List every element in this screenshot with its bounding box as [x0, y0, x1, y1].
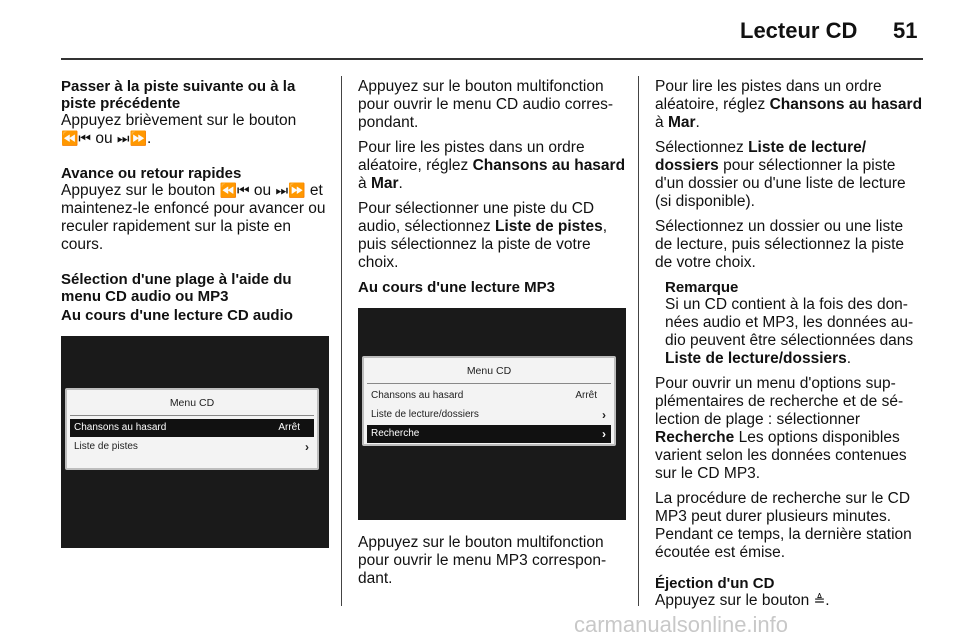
remark-title: Remarque [665, 279, 739, 296]
paragraph-search-options: Pour ouvrir un menu d'options sup-plémentaires de recherche et de sé-lection de plage : sélectionner Recherche Les options disponibles varient selon les données contenues sur le CD MP3. [655, 375, 907, 482]
cd-menu-screenshot [61, 336, 329, 548]
screen-title: Menu CD [169, 397, 215, 409]
paragraph-select-folder: Sélectionnez un dossier ou une liste de lecture, puis sélectionnez la piste de votre choix. [655, 218, 905, 271]
next-forward-icon: ⏭⏩ [275, 183, 306, 199]
menu-item-search[interactable]: Recherche › [367, 425, 611, 443]
chevron-right-icon: › [305, 440, 309, 454]
page-title: Lecteur CD [740, 18, 858, 43]
column-divider [638, 76, 639, 606]
page-number: 51 [893, 18, 918, 43]
column-3 [655, 78, 923, 617]
chevron-right-icon: › [602, 427, 606, 441]
menu-item-random[interactable]: Chansons au hasard Arrêt [371, 390, 597, 401]
menu-item-track-list[interactable]: Liste de pistes › [74, 440, 309, 454]
mp3-menu-display [362, 356, 616, 446]
paragraph-select-track: Pour sélectionner une piste du CD audio, sélectionnez Liste de pistes, puis sélectionnez la piste de votre choix. [358, 200, 608, 271]
paragraph-search-duration: La procédure de recherche sur le CD MP3 peut durer plusieurs minutes. Pendant ce temps, la dernière station écoutée est émise. [655, 490, 912, 561]
mp3-menu-screenshot [358, 308, 626, 520]
heading-eject: Éjection d'un CD [655, 575, 775, 592]
heading-fast-forward: Avance ou retour rapides [61, 165, 242, 182]
paragraph-playlist: Sélectionnez Liste de lecture/ dossiers pour sélectionner la piste d'un dossier ou d'une liste de lecture (si disponible). [655, 139, 906, 210]
menu-item-random[interactable]: Chansons au hasard Arrêt [70, 419, 314, 437]
paragraph-random-mp3: Pour lire les pistes dans un ordre aléatoire, réglez Chansons au hasard à Mar. [655, 78, 923, 131]
paragraph-open-mp3-menu: Appuyez sur le bouton multifonction pour ouvrir le menu MP3 correspon-dant. [358, 534, 607, 587]
next-forward-icon: ⏭⏩ [116, 131, 147, 147]
heading-next-prev-track: Passer à la piste suivante ou à la piste précédente [61, 78, 296, 112]
column-1 [61, 78, 329, 548]
heading-mp3: Au cours d'une lecture MP3 [358, 279, 555, 296]
header-divider [61, 58, 923, 60]
paragraph-random: Pour lire les pistes dans un ordre aléatoire, réglez Chansons au hasard à Mar. [358, 139, 626, 192]
heading-cd-audio: Au cours d'une lecture CD audio [61, 307, 293, 324]
remark-box: Remarque Si un CD contient à la fois des don-nées audio et MP3, les données au-dio peuvent être sélectionnées dans Liste de lecture/dossiers. [665, 279, 923, 368]
paragraph-open-menu: Appuyez sur le bouton multifonction pour ouvrir le menu CD audio corres-pondant. [358, 78, 613, 131]
menu-item-playlist-folders[interactable]: Liste de lecture/dossiers › [371, 408, 606, 422]
chevron-right-icon: › [602, 408, 606, 422]
rewind-previous-icon: ⏪⏮ [61, 131, 92, 147]
paragraph-next-prev: Appuyez brièvement sur le bouton ⏪⏮ ou ⏭⏩. [61, 112, 297, 147]
paragraph-fast-forward: Appuyez sur le bouton ⏪⏮ ou ⏭⏩ et maintenez-le enfoncé pour avancer ou reculer rapidement sur la piste en cours. [61, 182, 326, 253]
column-divider [341, 76, 342, 606]
screen-title: Menu CD [466, 365, 512, 377]
eject-icon: ≜ [813, 593, 826, 609]
heading-track-selection: Sélection d'une plage à l'aide du menu CD audio ou MP3 [61, 271, 292, 305]
paragraph-eject: Appuyez sur le bouton ≜. [655, 592, 830, 609]
cd-menu-display [65, 388, 319, 470]
watermark: carmanualsonline.info [574, 612, 789, 637]
column-2 [358, 78, 626, 595]
rewind-previous-icon: ⏪⏮ [219, 183, 250, 199]
